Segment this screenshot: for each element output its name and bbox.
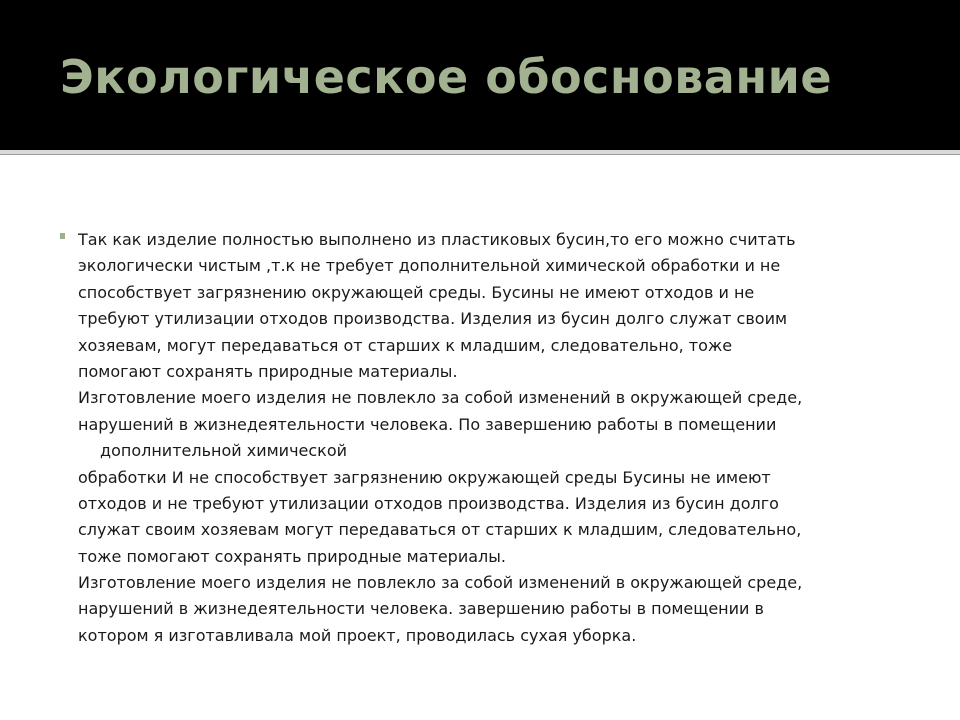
text-line: дополнительной химической: [100, 441, 348, 461]
text-line: требуют утилизации отходов производства. Изделия из бусин долго служат своим: [78, 309, 788, 329]
text-line: хозяевам, могут передаваться от старших к младшим, следовательно, тоже: [78, 335, 733, 355]
text-line: тоже помогают сохранять природные материалы.: [78, 546, 506, 566]
text-line: помогают сохранять природные материалы.: [78, 361, 458, 381]
text-line: экологически чистым ,т.к не требует дополнительной химической обработки и не: [78, 256, 781, 276]
text-line: обработки И не способствует загрязнению окружающей среды Бусины не имеют: [78, 467, 771, 487]
text-line: Изготовление моего изделия не повлекло за собой изменений в окружающей среде,: [78, 573, 803, 593]
slide-title: Экологическое обоснование: [60, 50, 833, 104]
text-line: Так как изделие полностью выполнено из пластиковых бусин,то его можно считать: [78, 230, 796, 249]
text-line: служат своим хозяевам могут передаваться от старших к младшим, следовательно,: [78, 520, 802, 540]
text-line: отходов и не требуют утилизации отходов производства. Изделия из бусин долго: [78, 493, 779, 513]
title-divider-line: [0, 154, 960, 155]
text-line: нарушений в жизнедеятельности человека. По завершению работы в помещении: [78, 414, 777, 434]
bullet-text: [78, 227, 908, 649]
square-bullet-icon: [60, 233, 65, 239]
text-line: способствует загрязнению окружающей среды. Бусины не имеют отходов и не: [78, 282, 755, 302]
title-band: [0, 0, 960, 150]
text-line: Изготовление моего изделия не повлекло за собой изменений в окружающей среде,: [78, 388, 803, 408]
text-line: котором я изготавливала мой проект, проводилась сухая уборка.: [78, 625, 637, 645]
text-line: нарушений в жизнедеятельности человека. завершению работы в помещении в: [78, 599, 764, 619]
